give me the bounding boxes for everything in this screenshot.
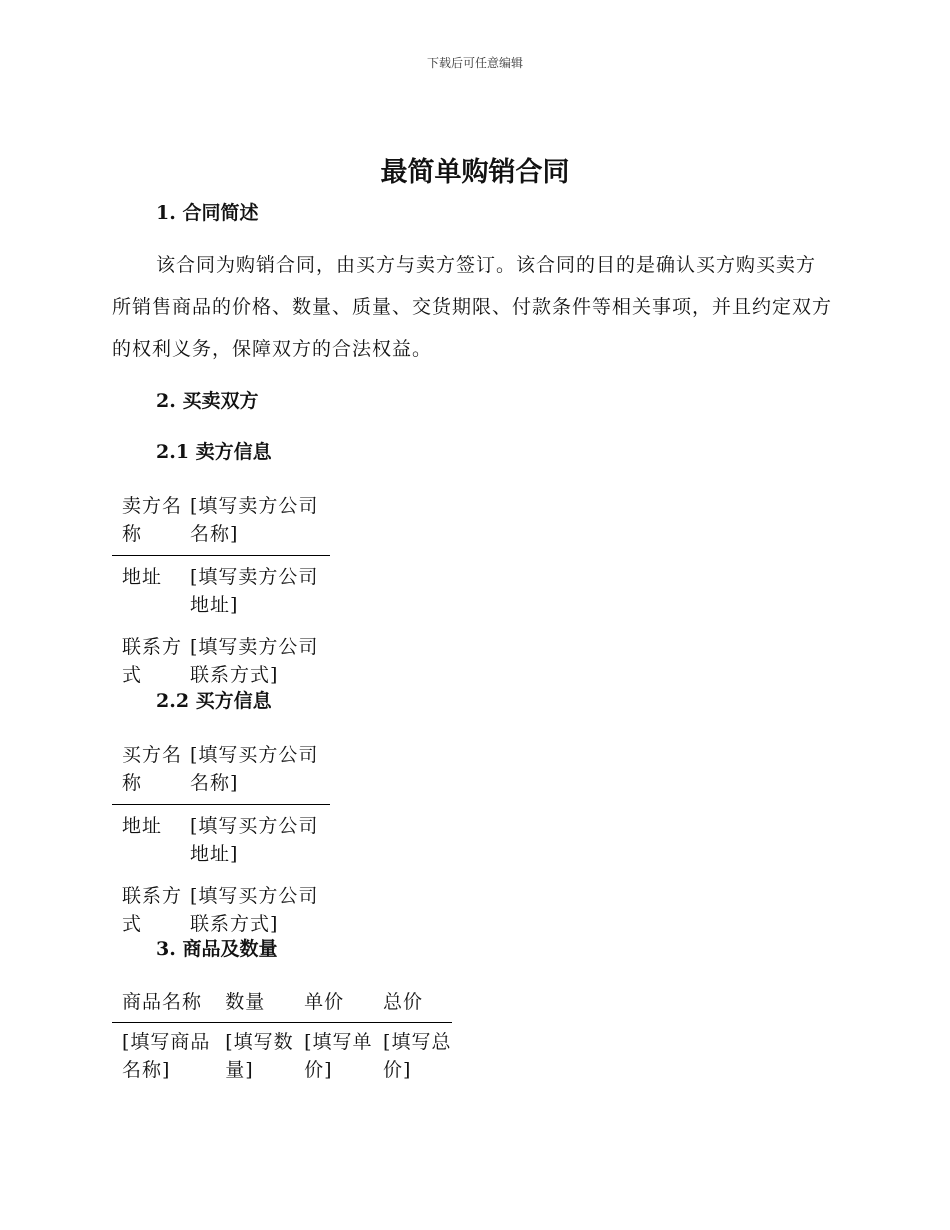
table-row bbox=[112, 734, 330, 805]
col-quantity: 数量 bbox=[215, 985, 294, 1023]
buyer-name-label: 买方名称 bbox=[112, 734, 190, 805]
col-unit-price: 单价 bbox=[294, 985, 373, 1023]
section-1-body: 该合同为购销合同，由买方与卖方签订。该合同的目的是确认买方购买卖方所销售商品的价格、数量、质量、交货期限、付款条件等相关事项，并且约定双方的权利义务，保障双方的合法权益。 bbox=[112, 254, 833, 360]
cell-quantity: [填写数量] bbox=[225, 1031, 294, 1081]
seller-name-value: [填写卖方公司名称] bbox=[190, 485, 330, 556]
table-row bbox=[112, 1023, 452, 1091]
buyer-address-label: 地址 bbox=[122, 815, 163, 837]
table-row bbox=[112, 556, 330, 627]
section-2-2-heading: 2.2 买方信息 bbox=[156, 690, 272, 712]
buyer-address-value: [填写买方公司地址] bbox=[190, 815, 319, 865]
section-3-heading: 3. 商品及数量 bbox=[156, 938, 278, 960]
buyer-info-table bbox=[112, 734, 330, 945]
table-row bbox=[112, 805, 330, 876]
seller-contact-label: 联系方式 bbox=[122, 636, 183, 686]
table-row bbox=[112, 485, 330, 556]
section-1-heading: 1. 合同简述 bbox=[156, 202, 259, 224]
seller-name-label: 卖方名称 bbox=[112, 485, 190, 556]
buyer-contact-value: [填写买方公司联系方式] bbox=[190, 885, 319, 935]
section-2-1-heading: 2.1 卖方信息 bbox=[156, 441, 272, 463]
buyer-contact-label: 联系方式 bbox=[122, 885, 183, 935]
col-total-price: 总价 bbox=[373, 985, 452, 1023]
seller-address-label: 地址 bbox=[122, 566, 163, 588]
document-title: 最简单购销合同 bbox=[380, 157, 570, 188]
cell-unit-price: [填写单价] bbox=[304, 1031, 373, 1081]
buyer-name-value: [填写买方公司名称] bbox=[190, 734, 330, 805]
cell-goods-name: [填写商品名称] bbox=[122, 1031, 211, 1081]
header-note: 下载后可任意编辑 bbox=[426, 56, 523, 70]
table-header-row bbox=[112, 985, 452, 1023]
goods-table bbox=[112, 985, 452, 1090]
col-goods-name: 商品名称 bbox=[112, 985, 215, 1023]
seller-address-value: [填写卖方公司地址] bbox=[190, 566, 319, 616]
seller-contact-value: [填写卖方公司联系方式] bbox=[190, 636, 319, 686]
section-2-heading: 2. 买卖双方 bbox=[156, 390, 259, 412]
seller-info-table bbox=[112, 485, 330, 696]
cell-total-price: [填写总价] bbox=[383, 1031, 452, 1081]
